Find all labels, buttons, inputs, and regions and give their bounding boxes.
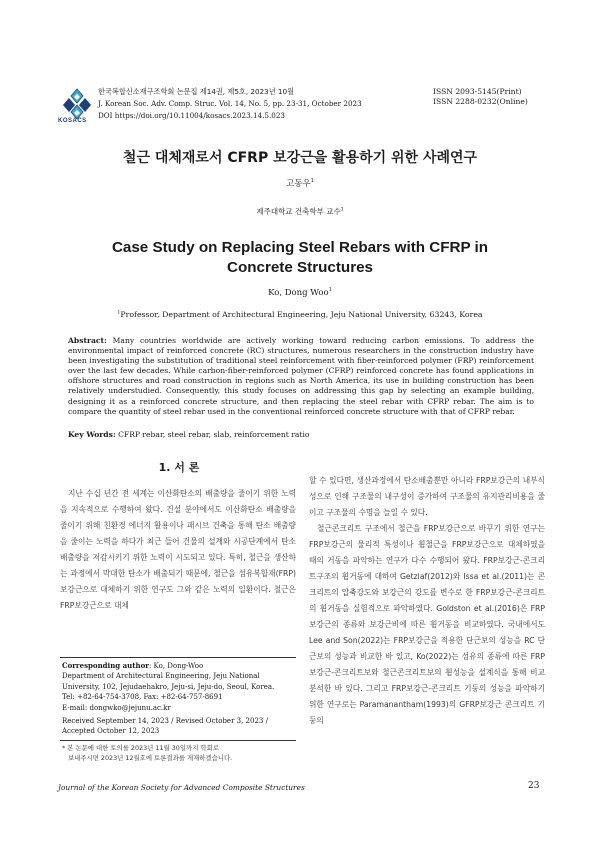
journal-name-english: J. Korean Soc. Adv. Comp. Struc. Vol. 14, No. 5, pp. 23-31, October 2023 (98, 99, 362, 108)
affiliation-english: $^1$Professor, Department of Architectural Engineering, Jeju National University, 63243, Korea (117, 310, 483, 319)
paper-title-english (100, 238, 500, 278)
keywords-text: CFRP rebar, steel rebar, slab, reinforcement ratio (118, 430, 310, 439)
abstract-label: Abstract: (68, 336, 107, 345)
corresponding-author-note: Corresponding author: Ko, Dong-Woo Department of Architectural Engineering, Jeju National University, 102, Jejudaehakro, Jeju-si, Jeju-do, Seoul, Korea. Tel: +82-64-754-3708, Fax: +82-64-757-8691 E-mail: dongwko@jejunu.ac.kr (62, 661, 298, 713)
author-korean: 고동우$^1$ (286, 178, 314, 189)
page-number: 23 (528, 781, 540, 791)
abstract (68, 336, 534, 417)
footnote-divider (60, 740, 296, 741)
affiliation-korean: 제주대학교 건축학부 교수$^1$ (256, 207, 344, 216)
paper-title-korean: 철근 대체재로서 CFRP 보강근을 활용하기 위한 사례연구 (122, 150, 478, 166)
received-dates: Received September 14, 2023 / Revised October 3, 2023 / Accepted October 12, 2023 (62, 717, 268, 736)
section-heading: 1. 서 론 (158, 461, 200, 474)
abstract-text: Many countries worldwide are actively working toward reducing carbon emissions. To address the environmental impact of reinforced concrete (RC) structures, numerous researchers in the construction industry have been investigating the substitution of traditional steel reinforcement with fiber-reinforced polymer (FRP) reinforcement over the last few decades. While carbon-fiber-reinforced polymer (CFRP) reinforced concrete has found applications in offshore structures and road construction in regions such as North America, its use in building construction has been relatively understudied. Consequently, this study focuses on addressing this gap by selecting an example building, designing it as a reinforced concrete structure, and then replacing the steel rebar with CFRP rebar. The aim is to compare the quantity of steel rebar used in the conventional reinforced concrete structure with that of CFRP rebar. (68, 336, 534, 416)
paragraph: 할 수 있다면, 생산과정에서 탄소배출뿐만 아니라 FRP보강근의 내부식성으로 인해 구조물의 내구성이 증가하여 구조물의 유지관리비용을 줄이고 구조물의 수명을 늘일 수 있다. (309, 476, 545, 517)
discussion-note: * 본 논문에 대한 토의를 2023년 11월 30일까지 학회로 보내주시면 2023년 12월호에 토론결과를 게재하겠습니다. (62, 744, 233, 762)
issn-online: ISSN 2288-0232(Online) (433, 97, 528, 106)
title-line-1: Case Study on Replacing Steel Rebars with CFRP in (111, 239, 489, 256)
title-line-2: Concrete Structures (226, 259, 373, 276)
paragraph: 지난 수십 년간 전 세계는 이산화탄소의 배출량을 줄이기 위한 노력을 지속적으로 수행하여 왔다. 건설 분야에서도 이산화탄소 배출량을 줄이기 위해 친환경 에너지 활용이나 패시브 건축을 통해 탄소 배출량을 줄이는 노력을 하다가 최근 들어 건물의 설계와 시공단계에서 탄소 배출량을 저감시키기 위한 노력이 시도되고 있다. 특히, 철근을 생산하는 과정에서 막대한 탄소가 배출되기 때문에, 철근을 섬유복합재(FRP) 보강근으로 대체하기 위한 연구도 그와 같은 노력의 일환이다. 철근은 FRP보강근으로 대체 (60, 489, 296, 610)
issn-print: ISSN 2093-5145(Print) (433, 87, 522, 96)
logo-text: KOSACS (58, 118, 87, 124)
right-column (309, 473, 545, 729)
doi-link[interactable]: DOI https://doi.org/10.11004/kosacs.2023.14.5.023 (98, 111, 285, 120)
email-link[interactable]: E-mail: dongwko@jejunu.ac.kr (62, 703, 171, 712)
footer-journal-name: Journal of the Korean Society for Advanced Composite Structures (58, 783, 305, 792)
keywords (68, 430, 534, 439)
author-english: Ko, Dong Woo$^1$ (268, 287, 332, 298)
paragraph: 철근콘크리트 구조에서 철근을 FRP보강근으로 바꾸기 위한 연구는 FRP보강근의 물리적 특성이나 휨철근을 FRP보강근으로 대체하였을 때의 거동을 파악하는 연구가 다수 수행되어 왔다. FRP보강근-콘크리트구조의 휨거동에 대하여 Getzlaf(2012)와 Issa et al.(2011)는 콘크리트의 압축강도와 보강근의 강도를 변수로 한 FRP보강근-콘크리트의 휨거동을 실험적으로 파악하였다. Goldston et al.(2016)은 FRP보강근의 종류와 보강근비에 따른 휨거동을 비교하였다. 국내에서도 Lee and Son(2022)는 FRP보강근을 적용한 단근보의 성능을 RC 단근보의 성능과 비교한 바 있고, Ko(2022)는 섬유의 종류에 따른 FRP보강근-콘크리트보와 철근콘크리트보의 휨성능을 설계식을 통해 비교 분석한 바 있다. 그리고 FRP보강근-콘크리트 기둥의 성능을 파악하기 위한 연구로는 Paramanantham(1993)의 GFRP보강근 콘크리트 기둥의 (309, 524, 545, 725)
journal-name-korean: 한국복합신소재구조학회 논문집 제14권, 제5호, 2023년 10월 (98, 87, 295, 96)
left-column (60, 486, 296, 614)
keywords-label: Key Words: (68, 430, 116, 439)
footnote-divider (60, 657, 296, 658)
